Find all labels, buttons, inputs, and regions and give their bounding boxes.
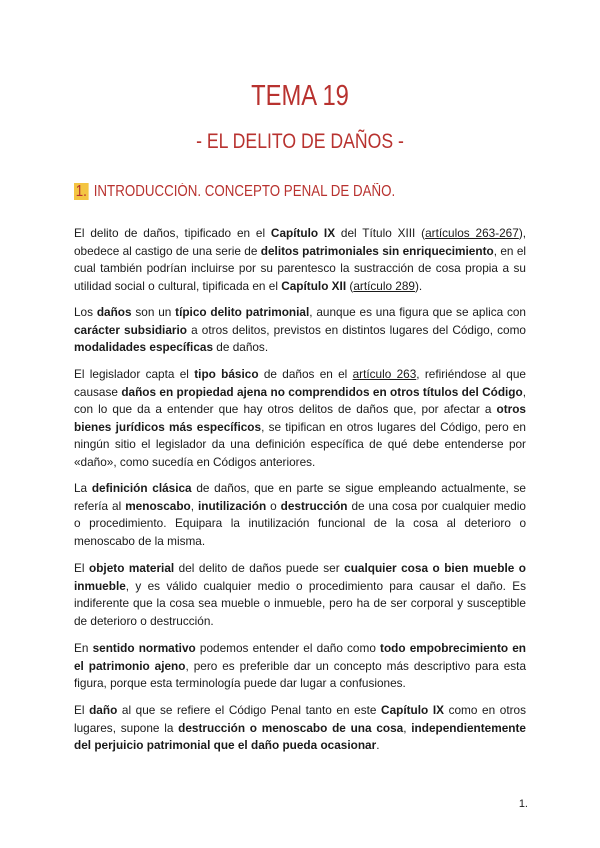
bold-text: modalidades específicas — [74, 340, 214, 355]
text: , — [190, 498, 198, 513]
text: . — [376, 738, 380, 753]
article-link[interactable]: artículo 263 — [352, 367, 417, 381]
text: , refiriéndose al que causase — [74, 367, 526, 399]
text: , se tipifican en otros lugares del Código, pero en ningún sitio el legislador da una definición específica de qué debe entenderse por «daño», como sucedía en Códigos anteriores. — [74, 419, 526, 469]
bold-text: carácter subsidiario — [74, 322, 187, 337]
paragraph-6 — [74, 640, 526, 693]
bold-text: daños en propiedad ajena no comprendidos en otros títulos del Código — [121, 384, 523, 399]
bold-text: daños — [96, 305, 132, 319]
bold-text: Capítulo IX — [381, 703, 444, 717]
text: En — [74, 641, 93, 655]
text: de una cosa por cualquier medio o procedimiento. Equipara la inutilización funcional de la cosa al deterioro o menoscabo de la misma. — [74, 498, 526, 548]
text: , pero es preferible dar un concepto más descriptivo para esta figura, porque esta terminología puede dar lugar a confusiones. — [74, 658, 527, 691]
bold-text: cualquier cosa o bien mueble o inmueble — [74, 561, 527, 593]
text: podemos entender el daño como — [195, 641, 381, 655]
text: o — [266, 498, 281, 513]
bold-text: inutilización — [197, 498, 267, 513]
bold-text: otros bienes jurídicos más específicos — [74, 402, 526, 434]
document-subtitle: - EL DELITO DE DAÑOS - — [196, 130, 404, 153]
bold-text: típico delito patrimonial — [175, 305, 310, 319]
text: de daños. — [213, 340, 269, 355]
bold-text: independientemente del perjuicio patrimonial que el daño pueda ocasionar — [74, 720, 526, 753]
text: La — [74, 481, 92, 495]
bold-text: objeto material — [89, 561, 175, 575]
text: del Título XIII ( — [335, 226, 426, 240]
text: a otros delitos, previstos en distintos lugares del Código, como — [186, 322, 526, 337]
text: , y es válido cualquier medio o procedimiento para causar el daño. Es indiferente que la cosa sea mueble o inmueble, pero ha de ser corporal y susceptible de deterioro o destrucción. — [74, 578, 526, 628]
text: El legislador capta el — [74, 367, 195, 381]
text: , en el cual también podrían incluirse por su parentesco la sustracción de cosa propia a su utilidad social o cultural, tipificada en el — [74, 243, 527, 293]
bold-text: definición clásica — [91, 481, 192, 495]
text: ). — [414, 278, 423, 293]
bold-text: Capítulo IX — [270, 226, 336, 240]
paragraph-7 — [74, 702, 526, 755]
section-heading — [74, 183, 470, 201]
text: de daños en el — [258, 367, 353, 381]
bold-text: destrucción — [280, 498, 348, 513]
bold-text: menoscabo — [125, 498, 191, 513]
text: , — [403, 720, 412, 735]
text: , con lo que da a entender que hay otros delitos de daños que, por afectar a — [74, 384, 526, 417]
section-title: INTRODUCCIÓN. CONCEPTO PENAL DE DAÑO. — [93, 183, 396, 200]
paragraph-1 — [74, 225, 526, 295]
bold-text: destrucción o menoscabo de una cosa — [178, 720, 404, 735]
paragraph-5 — [74, 560, 526, 630]
bold-text: delitos patrimoniales sin enriquecimiento — [260, 243, 494, 258]
article-link[interactable]: artículo 289 — [353, 278, 415, 293]
text: como en otros lugares, supone la — [74, 703, 526, 735]
paragraph-3 — [74, 366, 526, 472]
paragraph-4 — [74, 480, 526, 550]
text: El — [74, 561, 90, 575]
text: , aunque es una figura que se aplica con — [309, 305, 526, 319]
bold-text: Capítulo XII — [281, 278, 347, 293]
bold-text: todo empobrecimiento en el patrimonio ajeno — [74, 641, 526, 673]
text: de daños, que en parte se sigue empleando actualmente, se refería al — [74, 481, 526, 513]
text: El delito de daños, tipificado en el — [74, 226, 271, 240]
text: Los — [74, 305, 97, 319]
section-number: 1. — [75, 183, 87, 200]
text: son un — [131, 305, 176, 319]
article-link[interactable]: artículos 263-267 — [425, 226, 519, 240]
text: ), obedece al castigo de una serie de — [74, 226, 527, 258]
text: ( — [346, 278, 354, 293]
bold-text: tipo básico — [194, 367, 259, 381]
bold-text: daño — [89, 703, 118, 717]
page-number: 1. — [518, 798, 528, 810]
text: del delito de daños puede ser — [174, 561, 345, 575]
text: El — [74, 703, 90, 717]
text: al que se refiere el Código Penal tanto en este — [117, 703, 382, 717]
bold-text: sentido normativo — [92, 641, 196, 655]
document-title: TEMA 19 — [251, 80, 349, 112]
paragraph-2 — [74, 304, 526, 357]
